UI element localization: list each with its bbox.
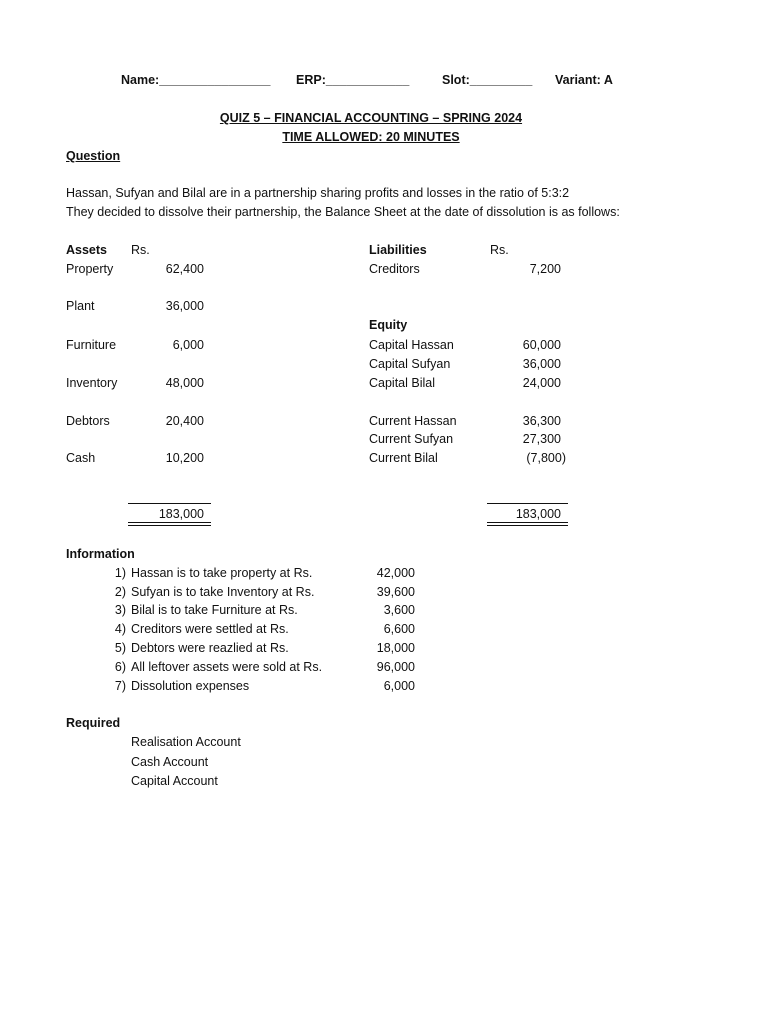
info-item-text: Debtors were reazlied at Rs.: [131, 641, 289, 655]
required-heading: Required: [66, 716, 121, 730]
name-field: Name:________________: [121, 73, 271, 87]
quiz-title: QUIZ 5 – FINANCIAL ACCOUNTING – SPRING 2024: [219, 111, 523, 125]
asset-label: Property: [66, 262, 114, 276]
current-value: (7,800): [526, 451, 566, 465]
info-item-text: Bilal is to take Furniture at Rs.: [131, 603, 298, 617]
asset-label: Inventory: [66, 376, 118, 390]
info-item-number: 6): [114, 660, 126, 674]
assets-double-rule-top: [128, 522, 211, 523]
assets-total: 183,000: [158, 507, 204, 521]
variant-label: Variant: A: [555, 73, 613, 87]
asset-value: 6,000: [172, 338, 204, 352]
assets-double-rule-bottom: [128, 525, 211, 526]
info-item-text: Sufyan is to take Inventory at Rs.: [131, 585, 315, 599]
asset-label: Plant: [66, 299, 95, 313]
info-item-text: All leftover assets were sold at Rs.: [131, 660, 323, 674]
info-item-value: 18,000: [376, 641, 415, 655]
info-item-value: 6,600: [383, 622, 415, 636]
info-item-value: 3,600: [383, 603, 415, 617]
asset-value: 62,400: [165, 262, 204, 276]
equity-heading: Equity: [369, 318, 408, 332]
current-value: 27,300: [522, 432, 561, 446]
current-value: 36,300: [522, 414, 561, 428]
question-text-1: Hassan, Sufyan and Bilal are in a partnership sharing profits and losses in the ratio of 5:3:2: [66, 186, 570, 200]
asset-label: Furniture: [66, 338, 117, 352]
info-item-value: 42,000: [376, 566, 415, 580]
required-item: Realisation Account: [131, 735, 241, 749]
liabilities-heading: Liabilities: [369, 243, 427, 257]
slot-field: Slot:_________: [442, 73, 533, 87]
capital-value: 24,000: [522, 376, 561, 390]
question-heading: Question: [66, 149, 121, 163]
capital-label: Capital Sufyan: [369, 357, 451, 371]
capital-label: Capital Bilal: [369, 376, 436, 390]
asset-label: Cash: [66, 451, 96, 465]
capital-value: 36,000: [522, 357, 561, 371]
information-heading: Information: [66, 547, 135, 561]
info-item-text: Creditors were settled at Rs.: [131, 622, 289, 636]
asset-label: Debtors: [66, 414, 110, 428]
info-item-number: 2): [114, 585, 126, 599]
liabilities-double-rule-top: [487, 522, 568, 523]
info-item-text: Dissolution expenses: [131, 679, 250, 693]
creditors-label: Creditors: [369, 262, 420, 276]
current-label: Current Hassan: [369, 414, 457, 428]
asset-value: 10,200: [165, 451, 204, 465]
current-label: Current Sufyan: [369, 432, 454, 446]
question-text-2: They decided to dissolve their partnership, the Balance Sheet at the date of dissolution is as follows:: [66, 205, 620, 219]
capital-label: Capital Hassan: [369, 338, 454, 352]
info-item-number: 1): [114, 566, 126, 580]
info-item-value: 39,600: [376, 585, 415, 599]
assets-total-rule: [128, 503, 211, 504]
liabilities-total: 183,000: [515, 507, 561, 521]
erp-field: ERP:____________: [296, 73, 410, 87]
liabilities-currency: Rs.: [490, 243, 509, 257]
creditors-value: 7,200: [529, 262, 561, 276]
time-allowed: TIME ALLOWED: 20 MINUTES: [282, 130, 460, 144]
info-item-number: 5): [114, 641, 126, 655]
required-item: Cash Account: [131, 755, 209, 769]
capital-value: 60,000: [522, 338, 561, 352]
info-item-value: 6,000: [383, 679, 415, 693]
assets-currency: Rs.: [131, 243, 150, 257]
liabilities-total-rule: [487, 503, 568, 504]
asset-value: 20,400: [165, 414, 204, 428]
current-label: Current Bilal: [369, 451, 438, 465]
info-item-number: 4): [114, 622, 126, 636]
info-item-number: 3): [114, 603, 126, 617]
info-item-number: 7): [114, 679, 126, 693]
required-item: Capital Account: [131, 774, 218, 788]
asset-value: 36,000: [165, 299, 204, 313]
liabilities-double-rule-bottom: [487, 525, 568, 526]
info-item-value: 96,000: [376, 660, 415, 674]
asset-value: 48,000: [165, 376, 204, 390]
assets-heading: Assets: [66, 243, 107, 257]
info-item-text: Hassan is to take property at Rs.: [131, 566, 313, 580]
